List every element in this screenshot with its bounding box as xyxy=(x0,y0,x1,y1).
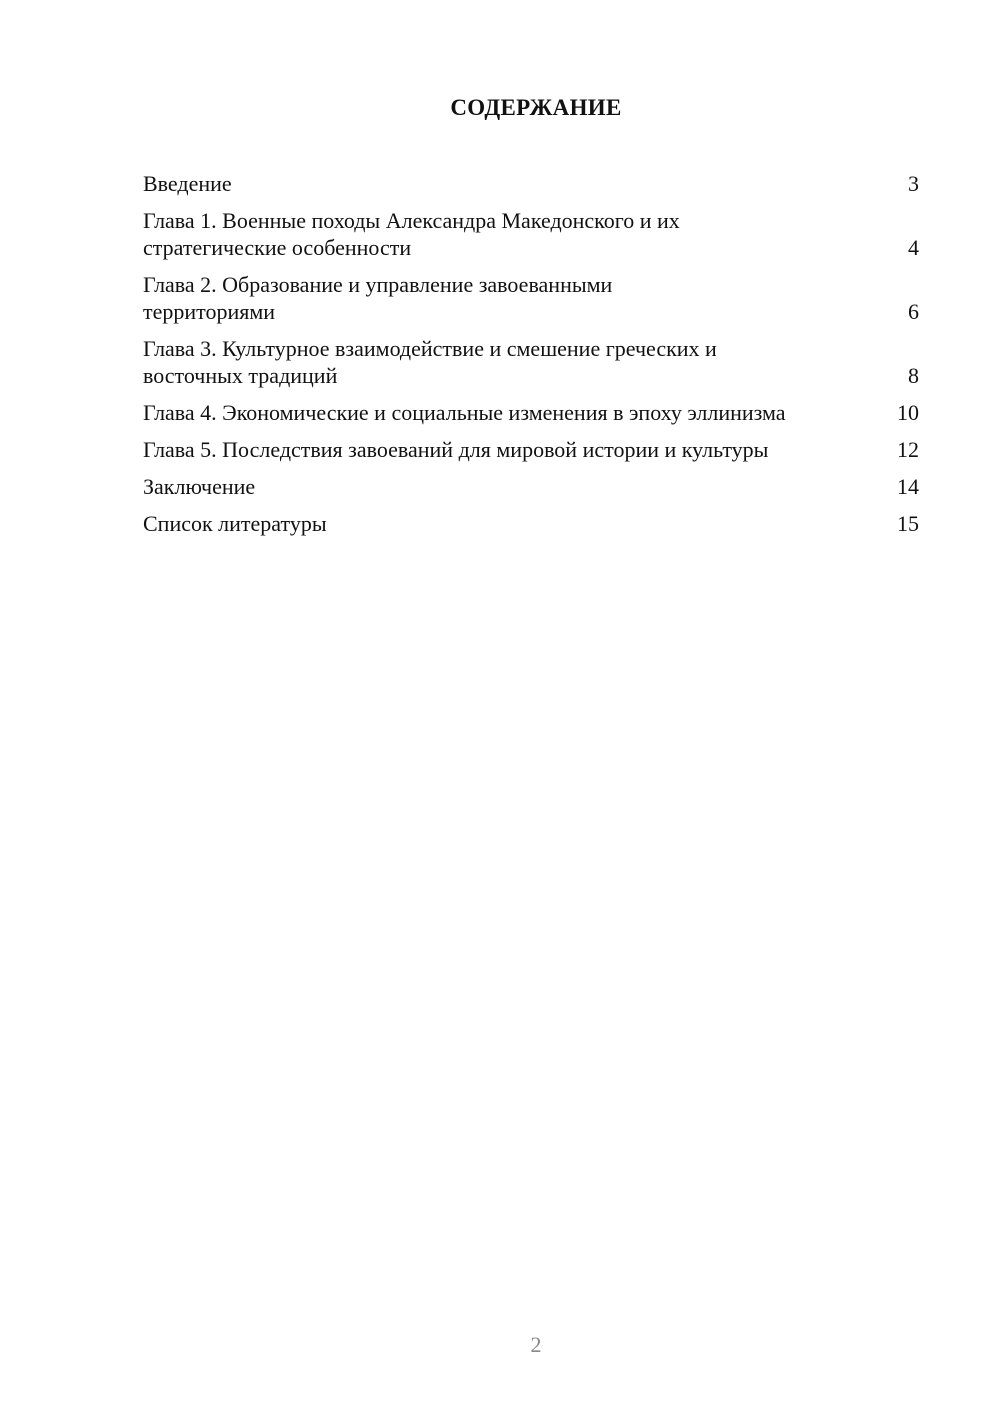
toc-title: СОДЕРЖАНИЕ xyxy=(450,95,622,120)
toc-entry-chapter-1 xyxy=(143,207,919,261)
toc-entry-bibliography xyxy=(143,510,919,537)
toc-entry-text: Глава 4. Экономические и социальные изменения в эпоху эллинизма xyxy=(143,400,786,425)
toc-entry-page: 8 xyxy=(908,363,919,388)
toc-entry-conclusion xyxy=(143,473,919,500)
toc-entry-page: 4 xyxy=(908,235,919,260)
toc-entry-page: 14 xyxy=(897,474,919,499)
toc-entry-chapter-5 xyxy=(143,436,919,463)
toc-entry-page: 15 xyxy=(897,511,919,536)
toc-entry-page: 3 xyxy=(908,171,919,196)
toc-entry-introduction xyxy=(143,170,919,197)
toc-entry-text: Глава 2. Образование и управление завоеванными территориями xyxy=(143,272,613,324)
page-number: 2 xyxy=(530,1332,542,1357)
toc-entry-text: Введение xyxy=(143,171,232,196)
toc-entry-page: 10 xyxy=(897,400,919,425)
toc-entry-chapter-2 xyxy=(143,271,919,325)
toc-entry-chapter-4 xyxy=(143,399,919,426)
toc-entry-text: Список литературы xyxy=(143,511,327,536)
toc-entry-page: 6 xyxy=(908,299,919,324)
toc-entry-text: Заключение xyxy=(143,474,256,499)
toc-entry-text: Глава 1. Военные походы Александра Македонского и их стратегические особенности xyxy=(143,208,680,260)
toc-entry-text: Глава 3. Культурное взаимодействие и смешение греческих и восточных традиций xyxy=(143,336,717,388)
table-of-contents xyxy=(143,170,919,547)
toc-entry-chapter-3 xyxy=(143,335,919,389)
toc-entry-page: 12 xyxy=(897,437,919,462)
toc-entry-text: Глава 5. Последствия завоеваний для мировой истории и культуры xyxy=(143,437,769,462)
